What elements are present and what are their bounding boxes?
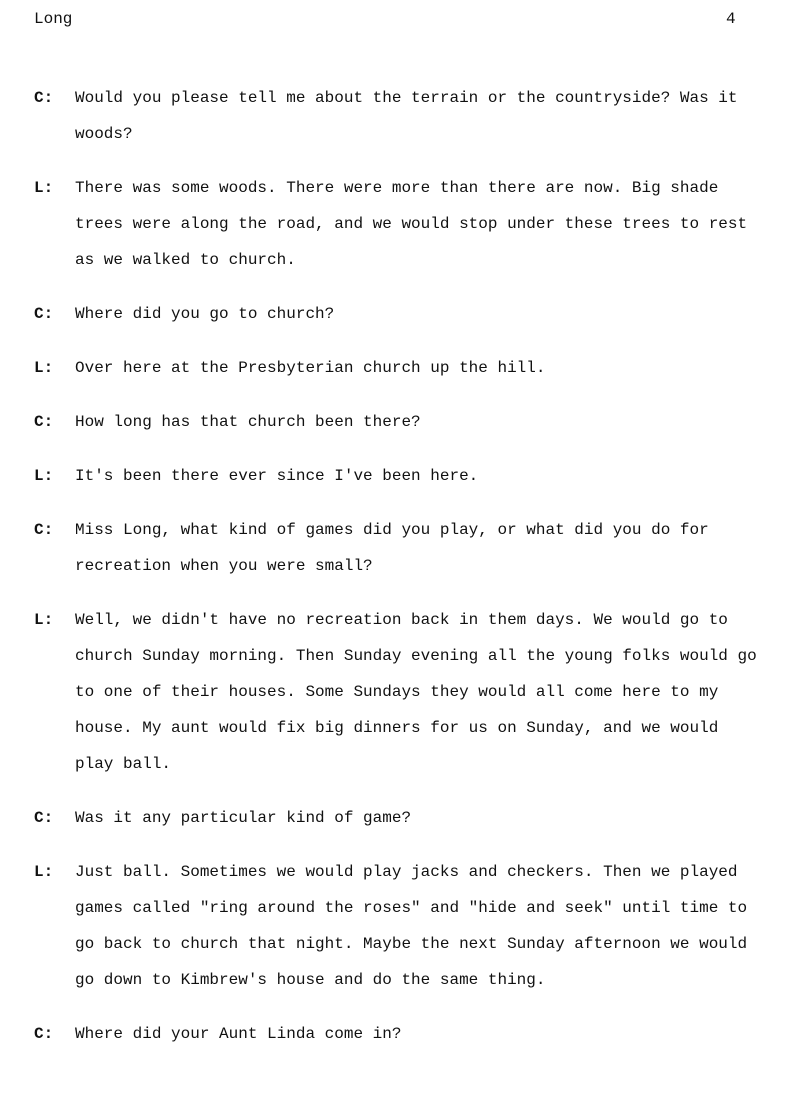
header-name: Long	[34, 10, 73, 28]
speaker-label: L:	[34, 467, 54, 485]
speech-text: Over here at the Presbyterian church up the hill.	[75, 359, 546, 377]
speaker-label: C:	[34, 89, 54, 107]
speaker-label: C:	[34, 413, 54, 431]
speaker-label: L:	[34, 611, 54, 629]
speech-text: Where did your Aunt Linda come in?	[75, 1025, 402, 1043]
speech-text: Well, we didn't have no recreation back in them days. We would go to church Sunday morning. Then Sunday evening all the young folks would go to one of their houses. Some Sundays they would all come here to my house. My aunt would fix big dinners for us on Sunday, and we would play ball.	[75, 611, 757, 773]
transcript-body	[34, 80, 764, 1070]
transcript-entry	[34, 404, 764, 440]
speech-text: Was it any particular kind of game?	[75, 809, 412, 827]
speaker-label: L:	[34, 863, 54, 881]
transcript-entry	[34, 350, 764, 386]
speaker-label: C:	[34, 1025, 54, 1043]
transcript-entry	[34, 512, 764, 584]
speech-text: Just ball. Sometimes we would play jacks and checkers. Then we played games called "ring around the roses" and "hide and seek" until time to go back to church that night. Maybe the next Sunday afternoon we would go down to Kimbrew's house and do the same thing.	[75, 863, 748, 989]
speaker-label: C:	[34, 521, 54, 539]
speaker-label: C:	[34, 305, 54, 323]
transcript-entry	[34, 602, 764, 782]
speaker-label: C:	[34, 809, 54, 827]
speech-text: How long has that church been there?	[75, 413, 421, 431]
speaker-label: L:	[34, 179, 54, 197]
transcript-entry	[34, 854, 764, 998]
speech-text: Would you please tell me about the terrain or the countryside? Was it woods?	[75, 89, 738, 143]
speech-text: It's been there ever since I've been here.	[75, 467, 479, 485]
transcript-entry	[34, 800, 764, 836]
transcript-entry	[34, 80, 764, 152]
speech-text: There was some woods. There were more than there are now. Big shade trees were along the road, and we would stop under these trees to rest as we walked to church.	[75, 179, 748, 269]
transcript-entry	[34, 1016, 764, 1052]
transcript-entry	[34, 458, 764, 494]
transcript-entry	[34, 170, 764, 278]
speech-text: Miss Long, what kind of games did you play, or what did you do for recreation when you were small?	[75, 521, 709, 575]
speaker-label: L:	[34, 359, 54, 377]
page-number: 4	[726, 10, 736, 28]
transcript-entry	[34, 296, 764, 332]
speech-text: Where did you go to church?	[75, 305, 335, 323]
